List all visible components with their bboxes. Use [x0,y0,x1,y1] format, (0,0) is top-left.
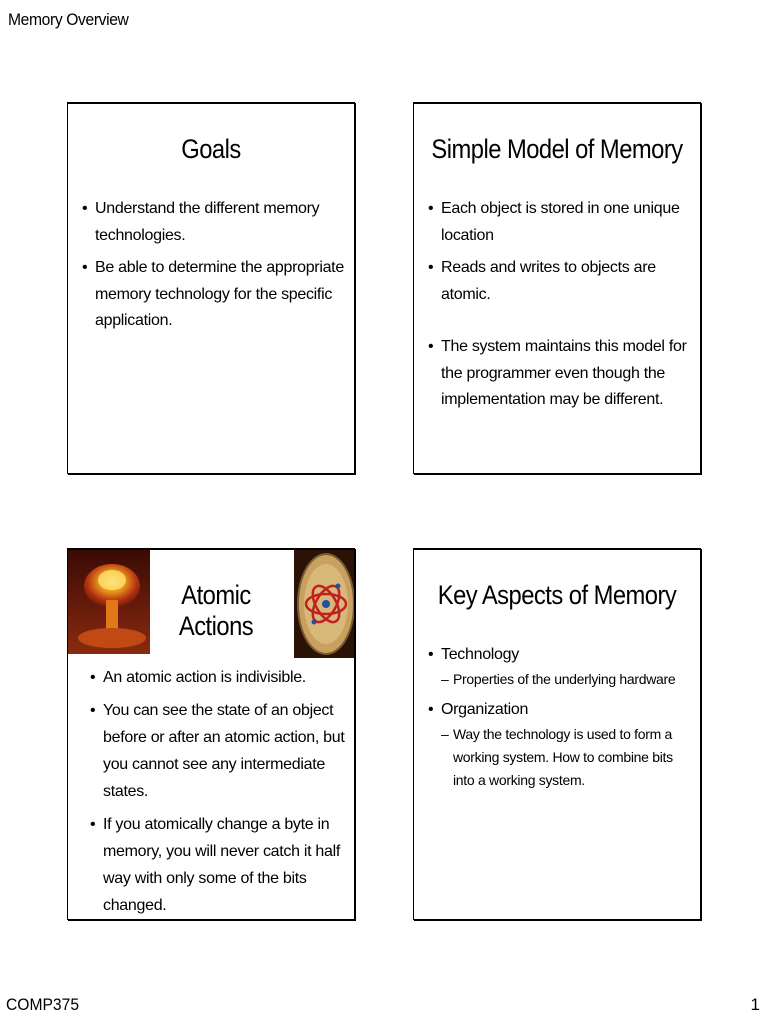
bullet-item: • Be able to determine the appropriate memory technology for the specific application. [82,255,346,335]
bullet-list [428,196,692,420]
sub-bullet-list [441,723,692,792]
slide-atomic-actions [67,548,355,920]
bullet-item [428,697,692,792]
bullet-list [82,196,346,341]
slide-key-aspects [413,548,701,920]
bullet-item: • An atomic action is indivisible. [90,664,346,691]
bullet-item: • Reads and writes to objects are atomic. [428,255,692,308]
slide-title: Atomic Actions [178,580,254,641]
slide-title: Key Aspects of Memory [437,580,677,610]
bullet-item: • You can see the state of an object before or after an atomic action, but you cannot see any intermediate states. [90,697,346,805]
bullet-list [428,642,692,798]
atom-badge-image [294,550,354,658]
bullet-text: Technology [441,646,519,663]
slide-title: Goals [181,134,241,164]
sub-bullet-list [441,668,692,691]
bullet-item: • Understand the different memory technologies. [82,196,346,249]
footer-course: COMP375 [6,995,80,1014]
bullet-list [90,664,346,920]
bullet-item [428,642,692,691]
explosion-image [68,550,150,654]
slide-goals [67,102,355,474]
sub-bullet-item: – Properties of the underlying hardware [441,668,692,691]
bullet-item: • Each object is stored in one unique location [428,196,692,249]
bullet-item: • If you atomically change a byte in memory, you will never catch it half way with only some of the bits changed. [90,811,346,919]
slide-title: Simple Model of Memory [431,134,683,164]
bullet-item: • The system maintains this model for the programmer even though the implementation may be different. [428,334,692,414]
page-header: Memory Overview [8,10,129,29]
bullet-text: Organization [441,701,529,718]
sub-bullet-item: – Way the technology is used to form a working system. How to combine bits into a working system. [441,723,692,792]
footer-page-number: 1 [750,995,760,1014]
slide-simple-model [413,102,701,474]
